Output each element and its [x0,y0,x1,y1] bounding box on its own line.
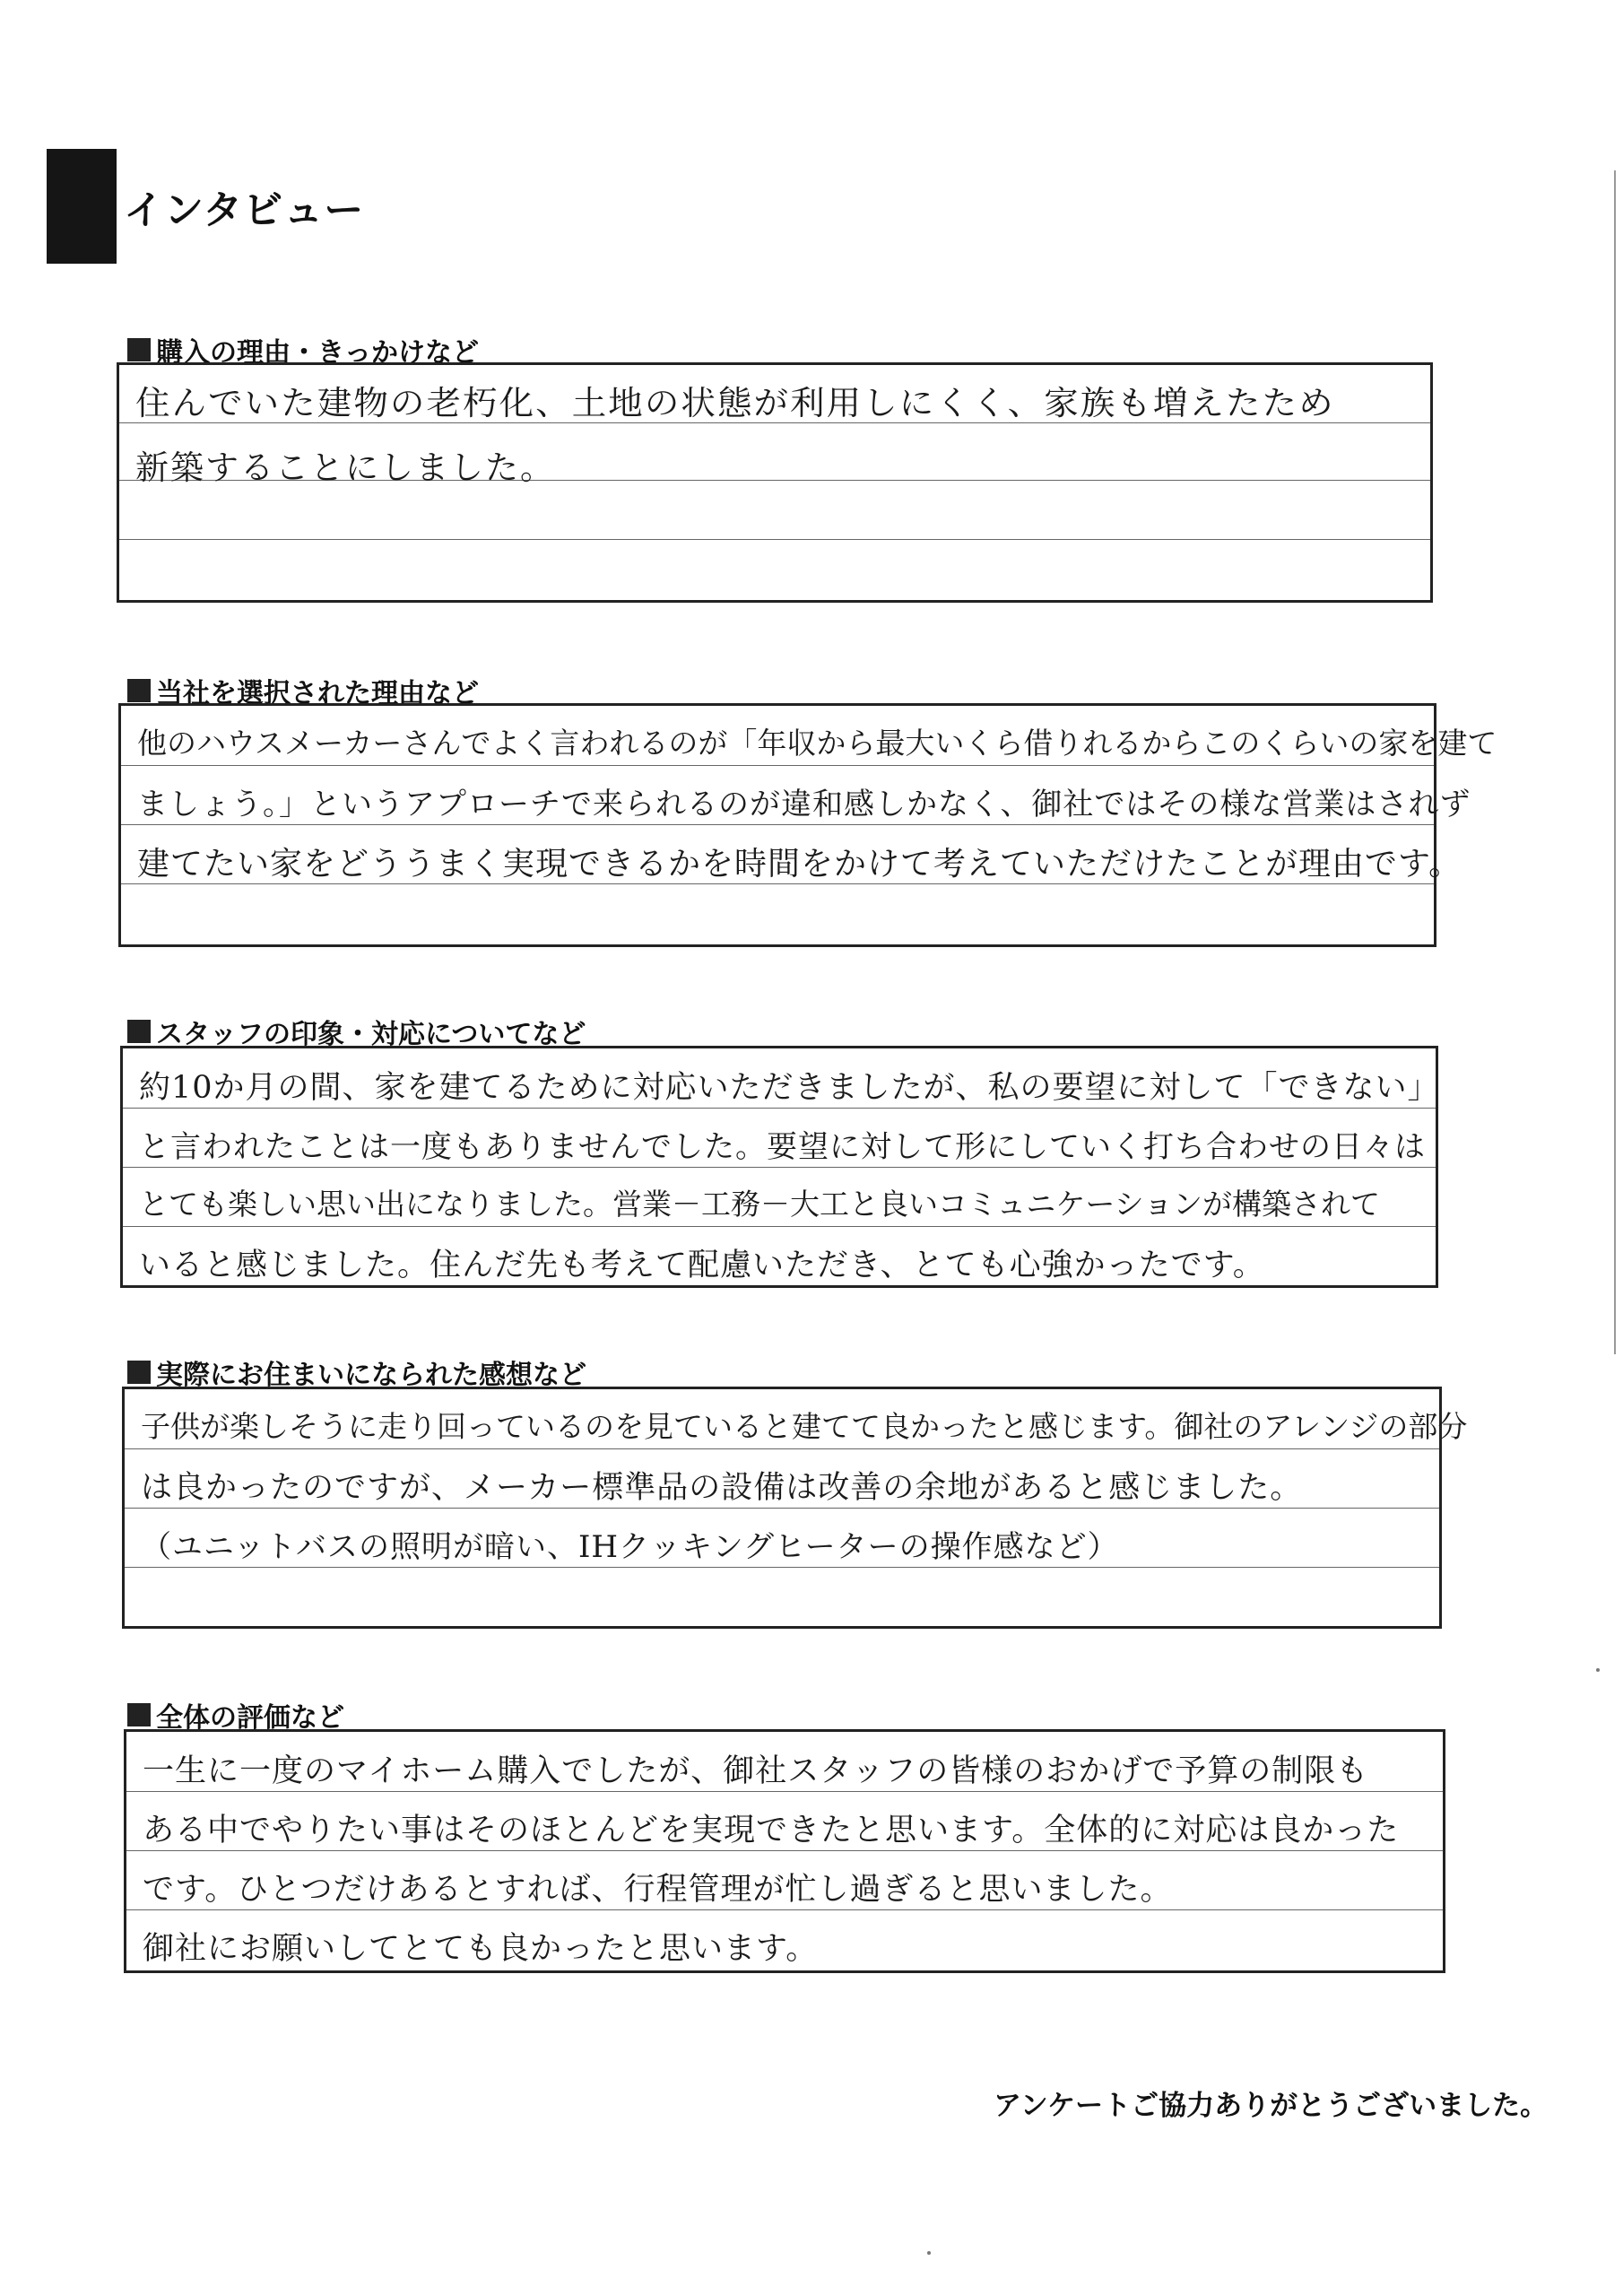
rule-line [126,1791,1443,1792]
handwritten-line: いると感じました。住んだ先も考えて配慮いただき、とても心強かったです。 [139,1248,1265,1283]
scan-speck [927,2251,931,2255]
page-title: インタビュー [124,187,365,233]
handwritten-line: は良かったのですが、メーカー標準品の設備は改善の余地があると感じました。 [141,1470,1303,1506]
section-heading-label: 購入の理由・きっかけなど [156,337,479,369]
answer-box-purchase [117,362,1433,603]
square-bullet-icon [127,1020,151,1043]
rule-line [125,1448,1439,1449]
rule-line [119,539,1430,540]
handwritten-line: ましょう。」というアプローチで来られるのが違和感しかなく、御社ではその様な営業はされず [137,787,1471,822]
handwritten-line: 住んでいた建物の老朽化、土地の状態が利用しにくく、家族も増えたため [135,384,1335,422]
handwritten-line: 約10か月の間、家を建てるために対応いただきましたが、私の要望に対して「できない」 [139,1070,1440,1106]
scan-speck [1596,1668,1600,1672]
rule-line [123,1108,1436,1109]
handwritten-line: 一生に一度のマイホーム購入でしたが、御社スタッフの皆様のおかげで予算の制限も [143,1753,1369,1789]
answer-box-overall [124,1729,1445,1973]
square-bullet-icon [127,1703,151,1726]
square-bullet-icon [127,1361,151,1384]
section-heading-label: 実際にお住まいになられた感想など [156,1360,586,1391]
handwritten-line: です。ひとつだけあるとすれば、行程管理が忙し過ぎると思いました。 [143,1872,1173,1908]
handwritten-line: とても楽しい思い出になりました。営業－工務－大工と良いコミュニケーションが構築されて [139,1187,1381,1222]
handwritten-line: 御社にお願いしてとても良かったと思います。 [143,1931,819,1967]
rule-line [125,1508,1439,1509]
answer-box-staff [120,1046,1438,1288]
rule-line [125,1567,1439,1568]
scan-edge-line [1614,170,1616,1354]
rule-line [123,1167,1436,1168]
rule-line [121,824,1434,825]
square-bullet-icon [127,679,151,702]
answer-box-living [122,1387,1468,1629]
handwritten-line: 建てたい家をどううまく実現できるかを時間をかけて考えていただけたことが理由です。 [137,846,1462,883]
rule-line [123,1226,1436,1227]
footer-thanks: アンケートご協力ありがとうございました。 [994,2090,1549,2122]
handwritten-line: ある中でやりたい事はそのほとんどを実現できたと思います。全体的に対応は良かった [143,1813,1400,1848]
rule-line [126,1909,1443,1910]
handwritten-line: 新築することにしました。 [135,448,555,487]
handwritten-line: （ユニットバスの照明が暗い、IHクッキングヒーターの操作感など） [141,1529,1119,1565]
section-heading-label: 当社を選択された理由など [156,678,479,709]
rule-line [121,765,1434,766]
handwritten-line: 他のハウスメーカーさんでよく言われるのが「年収から最大いくら借りれるからこのくらいの家を建て [137,726,1497,761]
header-block [47,149,117,264]
section-heading-label: 全体の評価など [156,1702,344,1734]
handwritten-line: 子供が楽しそうに走り回っているのを見ていると建てて良かったと感じます。御社のアレンジの部分 [141,1409,1468,1444]
answer-box-selection [118,703,1497,947]
handwritten-line: と言われたことは一度もありませんでした。要望に対して形にしていく打ち合わせの日々は [139,1129,1426,1165]
rule-line [126,1850,1443,1851]
square-bullet-icon [127,338,151,361]
section-heading-label: スタッフの印象・対応についてなど [156,1019,586,1050]
